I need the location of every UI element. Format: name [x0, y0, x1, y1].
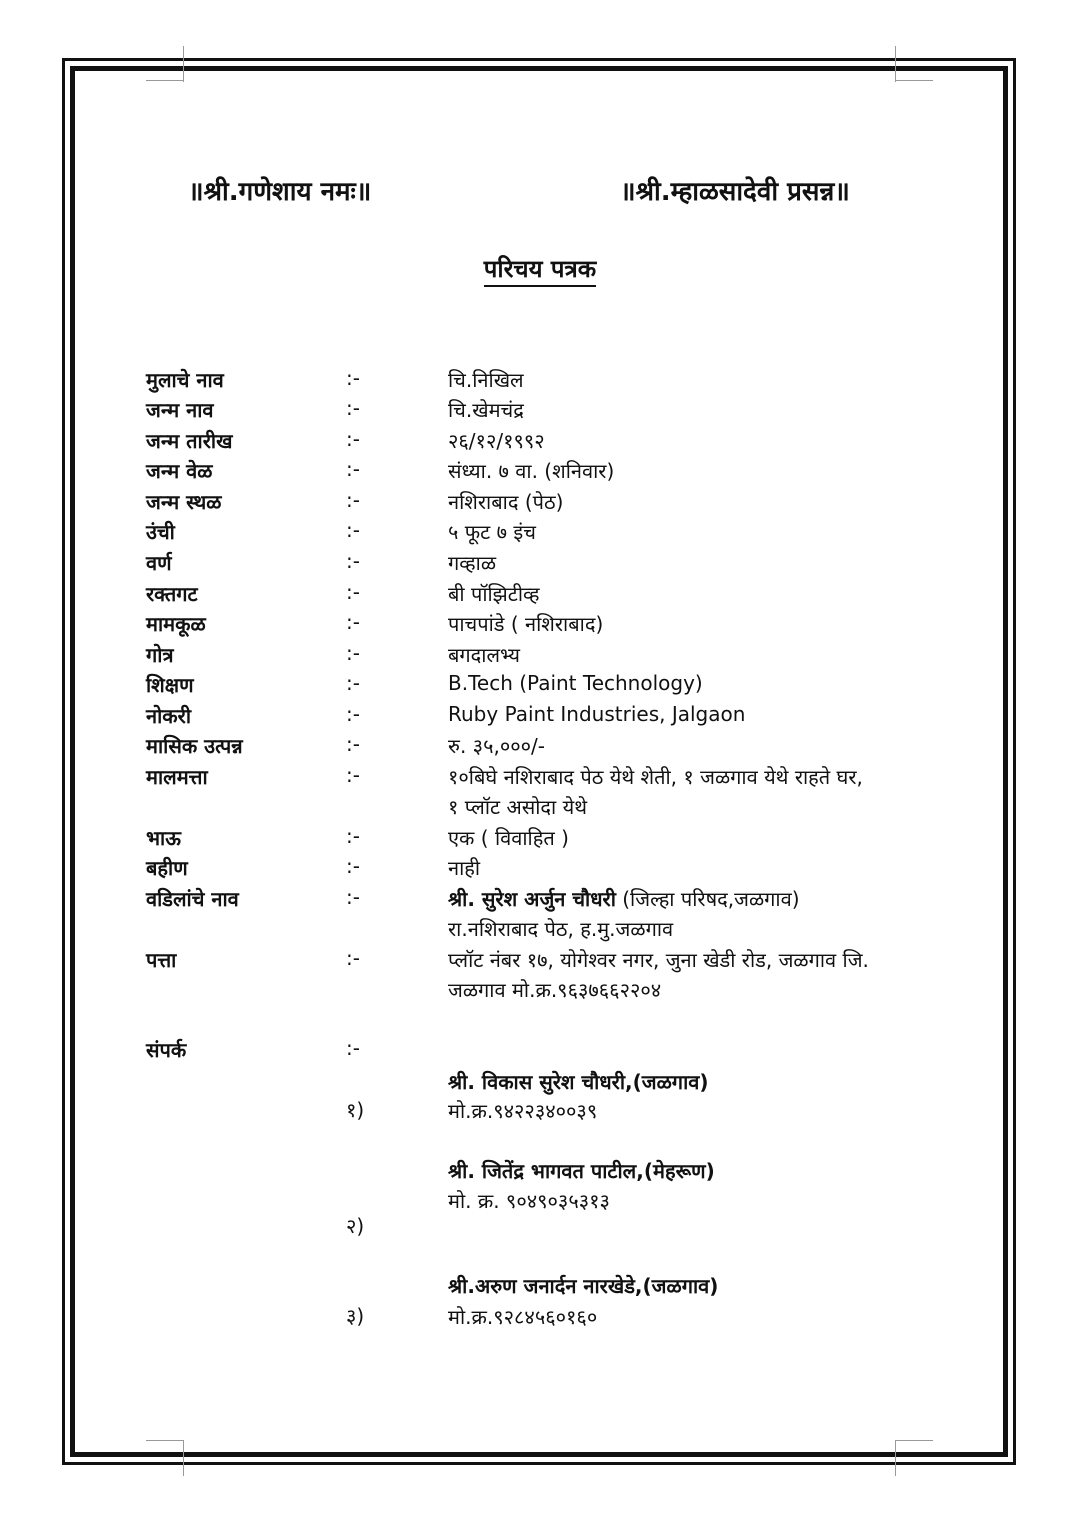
field-row: [0, 549, 1080, 579]
crop-mark: [146, 1440, 184, 1441]
field-value: [448, 702, 745, 726]
field-value-text: पाचपांडे ( नशिराबाद): [448, 612, 604, 636]
field-value: [448, 824, 569, 851]
field-label: मासिक उत्पन्न: [146, 734, 243, 758]
field-separator: :-: [346, 488, 360, 512]
field-value: [448, 549, 496, 576]
field-value-bold: श्री. सुरेश अर्जुन चौधरी: [448, 887, 616, 911]
field-row: [0, 671, 1080, 701]
field-label: वर्ण: [146, 551, 172, 575]
field-value: [448, 732, 545, 759]
contact-row: [0, 1036, 1080, 1066]
contact-mobile: मो. क्र. ९०४९०३५३१३: [448, 1189, 610, 1213]
field-value-text: ५ फूट ७ इंच: [448, 520, 536, 544]
field-label: मुलाचे नाव: [146, 368, 224, 392]
field-row: [0, 427, 1080, 457]
field-value-text: बी पॉझिटीव्ह: [448, 582, 540, 606]
field-row: [0, 946, 1080, 1002]
field-value: [448, 763, 863, 790]
field-label: भाऊ: [146, 826, 181, 850]
contact-number: १): [346, 1098, 365, 1122]
field-value-text: गव्हाळ: [448, 551, 497, 575]
field-value: [448, 580, 539, 607]
field-separator: :-: [346, 763, 360, 787]
field-row: [0, 396, 1080, 426]
document-title-text: परिचय पत्रक: [484, 255, 597, 287]
field-value-line2: रा.नशिराबाद पेठ, ह.मु.जळगाव: [448, 917, 674, 941]
field-value-text: १०बिघे नशिराबाद पेठ येथे शेती, १ जळगाव येथे राहते घर,: [448, 765, 863, 789]
field-value-text: संध्या. ७ वा. (शनिवार): [448, 459, 615, 483]
field-row: [0, 641, 1080, 671]
field-value: [448, 610, 603, 637]
field-separator: :-: [346, 457, 360, 481]
field-value-text: बगदालभ्य: [448, 643, 520, 667]
crop-mark: [895, 1440, 933, 1441]
field-row: [0, 854, 1080, 884]
field-value-text: एक ( विवाहित ): [448, 826, 569, 850]
field-value: [448, 518, 536, 545]
field-label: पत्ता: [146, 948, 177, 972]
field-separator: :-: [346, 946, 360, 970]
field-separator: :-: [346, 854, 360, 878]
field-value: [448, 488, 563, 515]
field-separator: :-: [346, 824, 360, 848]
field-row: [0, 610, 1080, 640]
field-label: शिक्षण: [146, 673, 194, 697]
field-separator: :-: [346, 396, 360, 420]
field-value: [448, 641, 520, 668]
field-label: वडिलांचे नाव: [146, 887, 239, 911]
field-label: गोत्र: [146, 643, 174, 667]
field-label: मामकूळ: [146, 612, 206, 636]
field-label: संपर्क: [146, 1038, 187, 1062]
field-value-text: Ruby Paint Industries, Jalgaon: [448, 702, 746, 726]
field-label: नोकरी: [146, 704, 191, 728]
crop-mark: [183, 46, 184, 82]
field-separator: :-: [346, 366, 360, 390]
crop-mark: [183, 1440, 184, 1476]
field-label: उंची: [146, 520, 175, 544]
field-separator: :-: [346, 885, 360, 909]
field-value-text: २६/१२/१९९२: [448, 429, 545, 453]
field-row: [0, 457, 1080, 487]
field-value: [448, 885, 800, 912]
field-label: जन्म तारीख: [146, 429, 233, 453]
invocation-ganesha: ॥श्री.गणेशाय नमः॥: [188, 177, 372, 207]
contact-name: श्री. विकास सुरेश चौधरी,(जळगाव): [448, 1070, 709, 1094]
field-separator: :-: [346, 1036, 360, 1060]
field-separator: :-: [346, 702, 360, 726]
field-row: [0, 732, 1080, 762]
field-value: [448, 366, 524, 393]
field-separator: :-: [346, 580, 360, 604]
field-value-text: नशिराबाद (पेठ): [448, 490, 564, 514]
field-value: [448, 946, 869, 973]
field-separator: :-: [346, 641, 360, 665]
field-row: [0, 885, 1080, 941]
field-label: मालमत्ता: [146, 765, 208, 789]
field-value-text: प्लॉट नंबर १७, योगेश्वर नगर, जुना खेडी रोड, जळगाव जि.: [448, 948, 869, 972]
field-value-text: रु. ३५,०००/-: [448, 734, 545, 758]
field-value: [448, 854, 480, 881]
field-separator: :-: [346, 610, 360, 634]
field-label: जन्म नाव: [146, 398, 214, 422]
crop-mark: [146, 80, 184, 81]
contact-name: श्री. जितेंद्र भागवत पाटील,(मेहरूण): [448, 1159, 715, 1183]
field-label: जन्म स्थळ: [146, 490, 222, 514]
field-separator: :-: [346, 518, 360, 542]
document-title: [0, 252, 1080, 285]
field-value-text: चि.निखिल: [448, 368, 524, 392]
field-value-line2: जळगाव मो.क्र.९६३७६६२२०४: [448, 978, 662, 1002]
field-row: [0, 824, 1080, 854]
contact-mobile: मो.क्र.९२८४५६०१६०: [448, 1305, 598, 1329]
field-row: [0, 366, 1080, 396]
field-label: बहीण: [146, 856, 188, 880]
field-label: रक्तगट: [146, 582, 198, 606]
contact-mobile: मो.क्र.९४२२३४००३९: [448, 1099, 598, 1123]
contact-number: २): [346, 1214, 365, 1238]
field-value-text: B.Tech (Paint Technology): [448, 671, 703, 695]
field-value-line2: १ प्लॉट असोदा येथे: [448, 795, 587, 819]
field-value-text: चि.खेमचंद्र: [448, 398, 524, 422]
field-separator: :-: [346, 671, 360, 695]
field-row: [0, 580, 1080, 610]
field-separator: :-: [346, 732, 360, 756]
field-value: [448, 457, 614, 484]
crop-mark: [895, 1440, 896, 1476]
invocation-mhalsadevi: ॥श्री.म्हाळसादेवी प्रसन्न॥: [620, 177, 850, 207]
field-separator: :-: [346, 427, 360, 451]
crop-mark: [895, 46, 896, 82]
contact-number: ३): [346, 1304, 365, 1328]
field-row: [0, 763, 1080, 819]
field-label: जन्म वेळ: [146, 459, 213, 483]
field-value: [448, 671, 703, 695]
field-value-text: (जिल्हा परिषद,जळगाव): [615, 887, 800, 911]
field-row: [0, 488, 1080, 518]
field-row: [0, 518, 1080, 548]
crop-mark: [895, 80, 933, 81]
field-row: [0, 702, 1080, 732]
field-value-text: नाही: [448, 856, 481, 880]
field-value: [448, 396, 524, 423]
field-value: [448, 427, 545, 454]
contact-name: श्री.अरुण जनार्दन नारखेडे,(जळगाव): [448, 1274, 719, 1298]
field-separator: :-: [346, 549, 360, 573]
